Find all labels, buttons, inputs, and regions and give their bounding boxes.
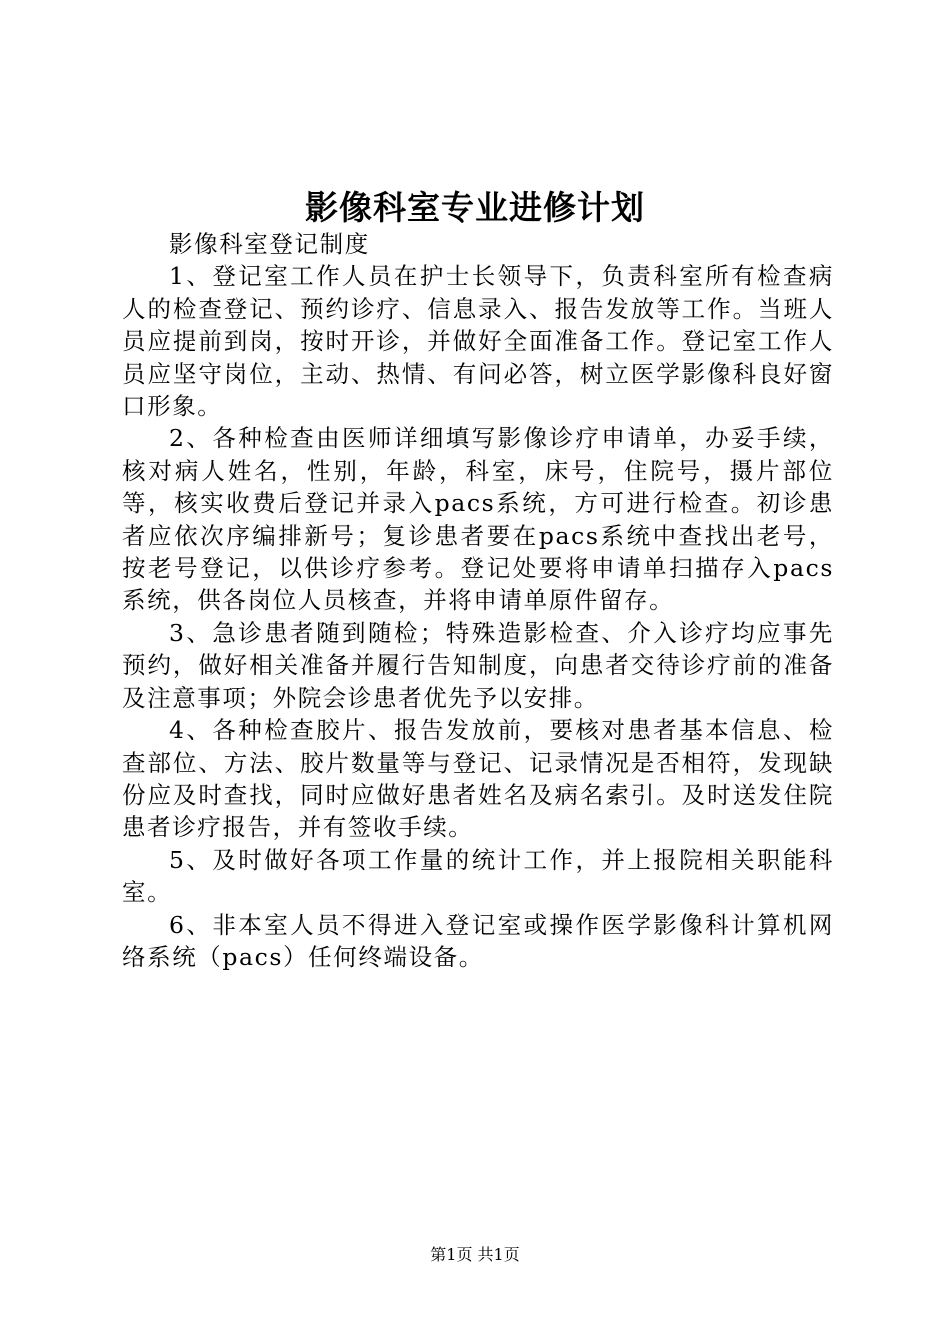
paragraph-1: 1、登记室工作人员在护士长领导下，负责科室所有检查病人的检查登记、预约诊疗、信息录入、报告发放等工作。当班人员应提前到岗，按时开诊，并做好全面准备工作。登记室工作人员应坚守岗位，主动、热情、有问必答，树立医学影像科良好窗口形象。 (122, 262, 834, 421)
paragraph-4: 4、各种检查胶片、报告发放前，要核对患者基本信息、检查部位、方法、胶片数量等与登记、记录情况是否相符，发现缺份应及时查找，同时应做好患者姓名及病名索引。及时送发住院患者诊疗报告，并有签收手续。 (122, 716, 834, 842)
document-title: 影像科室专业进修计划 (305, 188, 645, 227)
section-heading: 影像科室登记制度 (169, 230, 370, 258)
paragraph-6: 6、非本室人员不得进入登记室或操作医学影像科计算机网络系统（pacs）任何终端设备。 (122, 910, 834, 971)
paragraph-2: 2、各种检查由医师详细填写影像诊疗申请单，办妥手续，核对病人姓名，性别，年龄，科室，床号，住院号，摄片部位等，核实收费后登记并录入pacs系统，方可进行检查。初诊患者应依次序编排新号；复诊患者要在pacs系统中查找出老号，按老号登记，以供诊疗参考。登记处要将申请单扫描存入pacs系统，供各岗位人员核查，并将申请单原件留存。 (122, 424, 834, 615)
paragraph-3: 3、急诊患者随到随检；特殊造影检查、介入诊疗均应事先预约，做好相关准备并履行告知制度，向患者交待诊疗前的准备及注意事项；外院会诊患者优先予以安排。 (122, 618, 834, 712)
document-body (122, 228, 834, 973)
page-footer: 第1页 共1页 (430, 1245, 520, 1264)
paragraph-5: 5、及时做好各项工作量的统计工作，并上报院相关职能科室。 (122, 845, 834, 907)
